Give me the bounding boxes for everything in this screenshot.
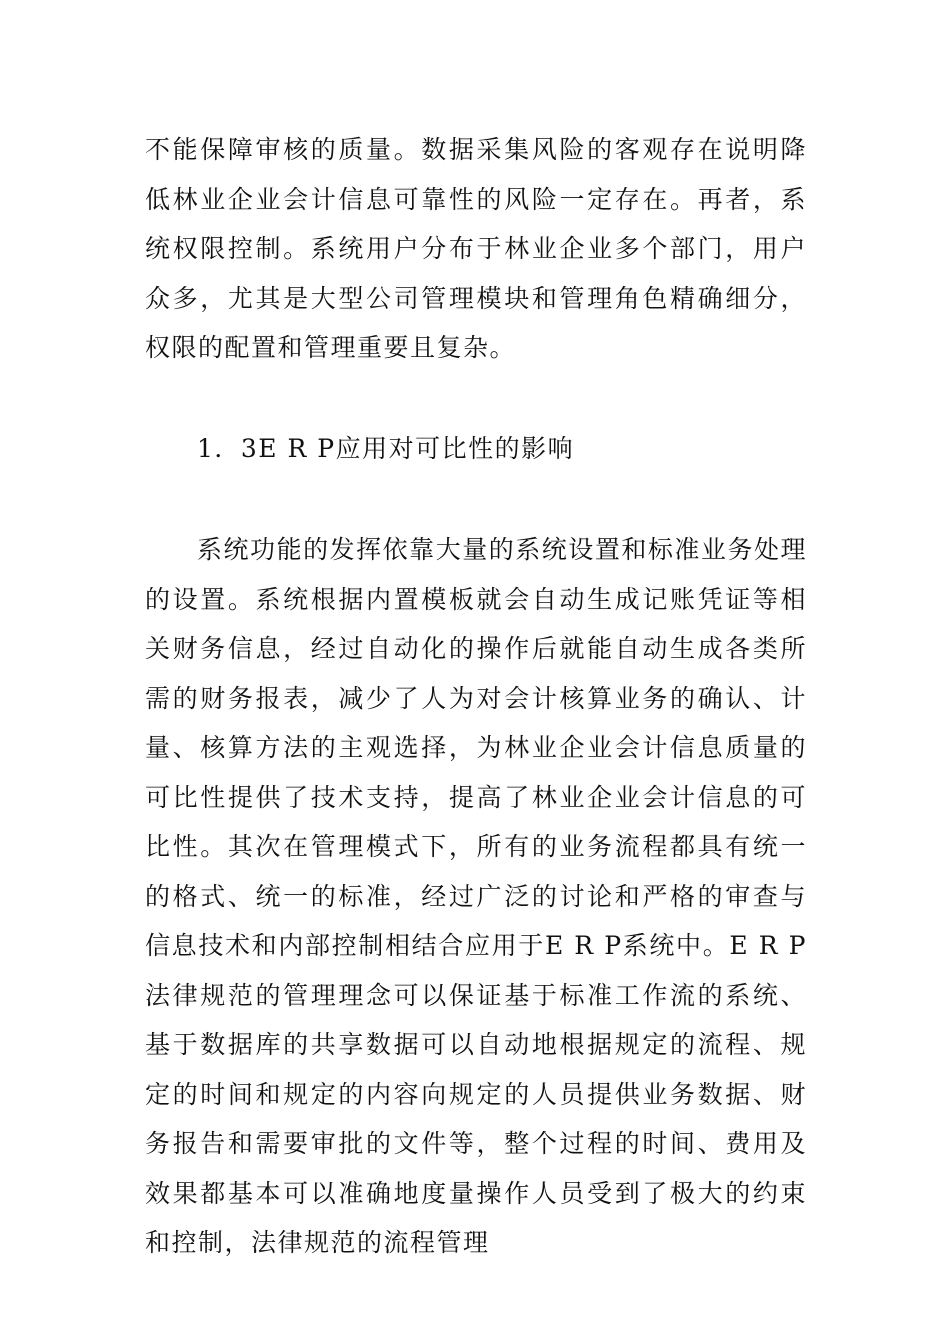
paragraph-continuation: 不能保障审核的质量。数据采集风险的客观存在说明降低林业企业会计信息可靠性的风险一定存在。再者，系统权限控制。系统用户分布于林业企业多个部门，用户众多，尤其是大型公司管理模块和管理角色精确细分，权限的配置和管理重要且复杂。 — [145, 135, 807, 362]
paragraph-spacer — [145, 473, 807, 525]
text-column — [145, 125, 807, 1268]
section-heading: 1．3E R P应用对可比性的影响 — [197, 433, 575, 463]
paragraph-spacer — [145, 373, 807, 424]
paragraph-body: 系统功能的发挥依靠大量的系统设置和标准业务处理的设置。系统根据内置模板就会自动生成记账凭证等相关财务信息，经过自动化的操作后就能自动生成各类所需的财务报表，减少了人为对会计核算业务的确认、计量、核算方法的主观选择，为林业企业会计信息质量的可比性提供了技术支持，提高了林业企业会计信息的可比性。其次在管理模式下，所有的业务流程都具有统一的格式、统一的标准，经过广泛的讨论和严格的审查与信息技术和内部控制相结合应用于E R P系统中。E R P法律规范的管理理念可以保证基于标准工作流的系统、基于数据库的共享数据可以自动地根据规定的流程、规定的时间和规定的内容向规定的人员提供业务数据、财务报告和需要审批的文件等，整个过程的时间、费用及效果都基本可以准确地度量操作人员受到了极大的约束和控制，法律规范的流程管理 — [145, 535, 807, 1257]
